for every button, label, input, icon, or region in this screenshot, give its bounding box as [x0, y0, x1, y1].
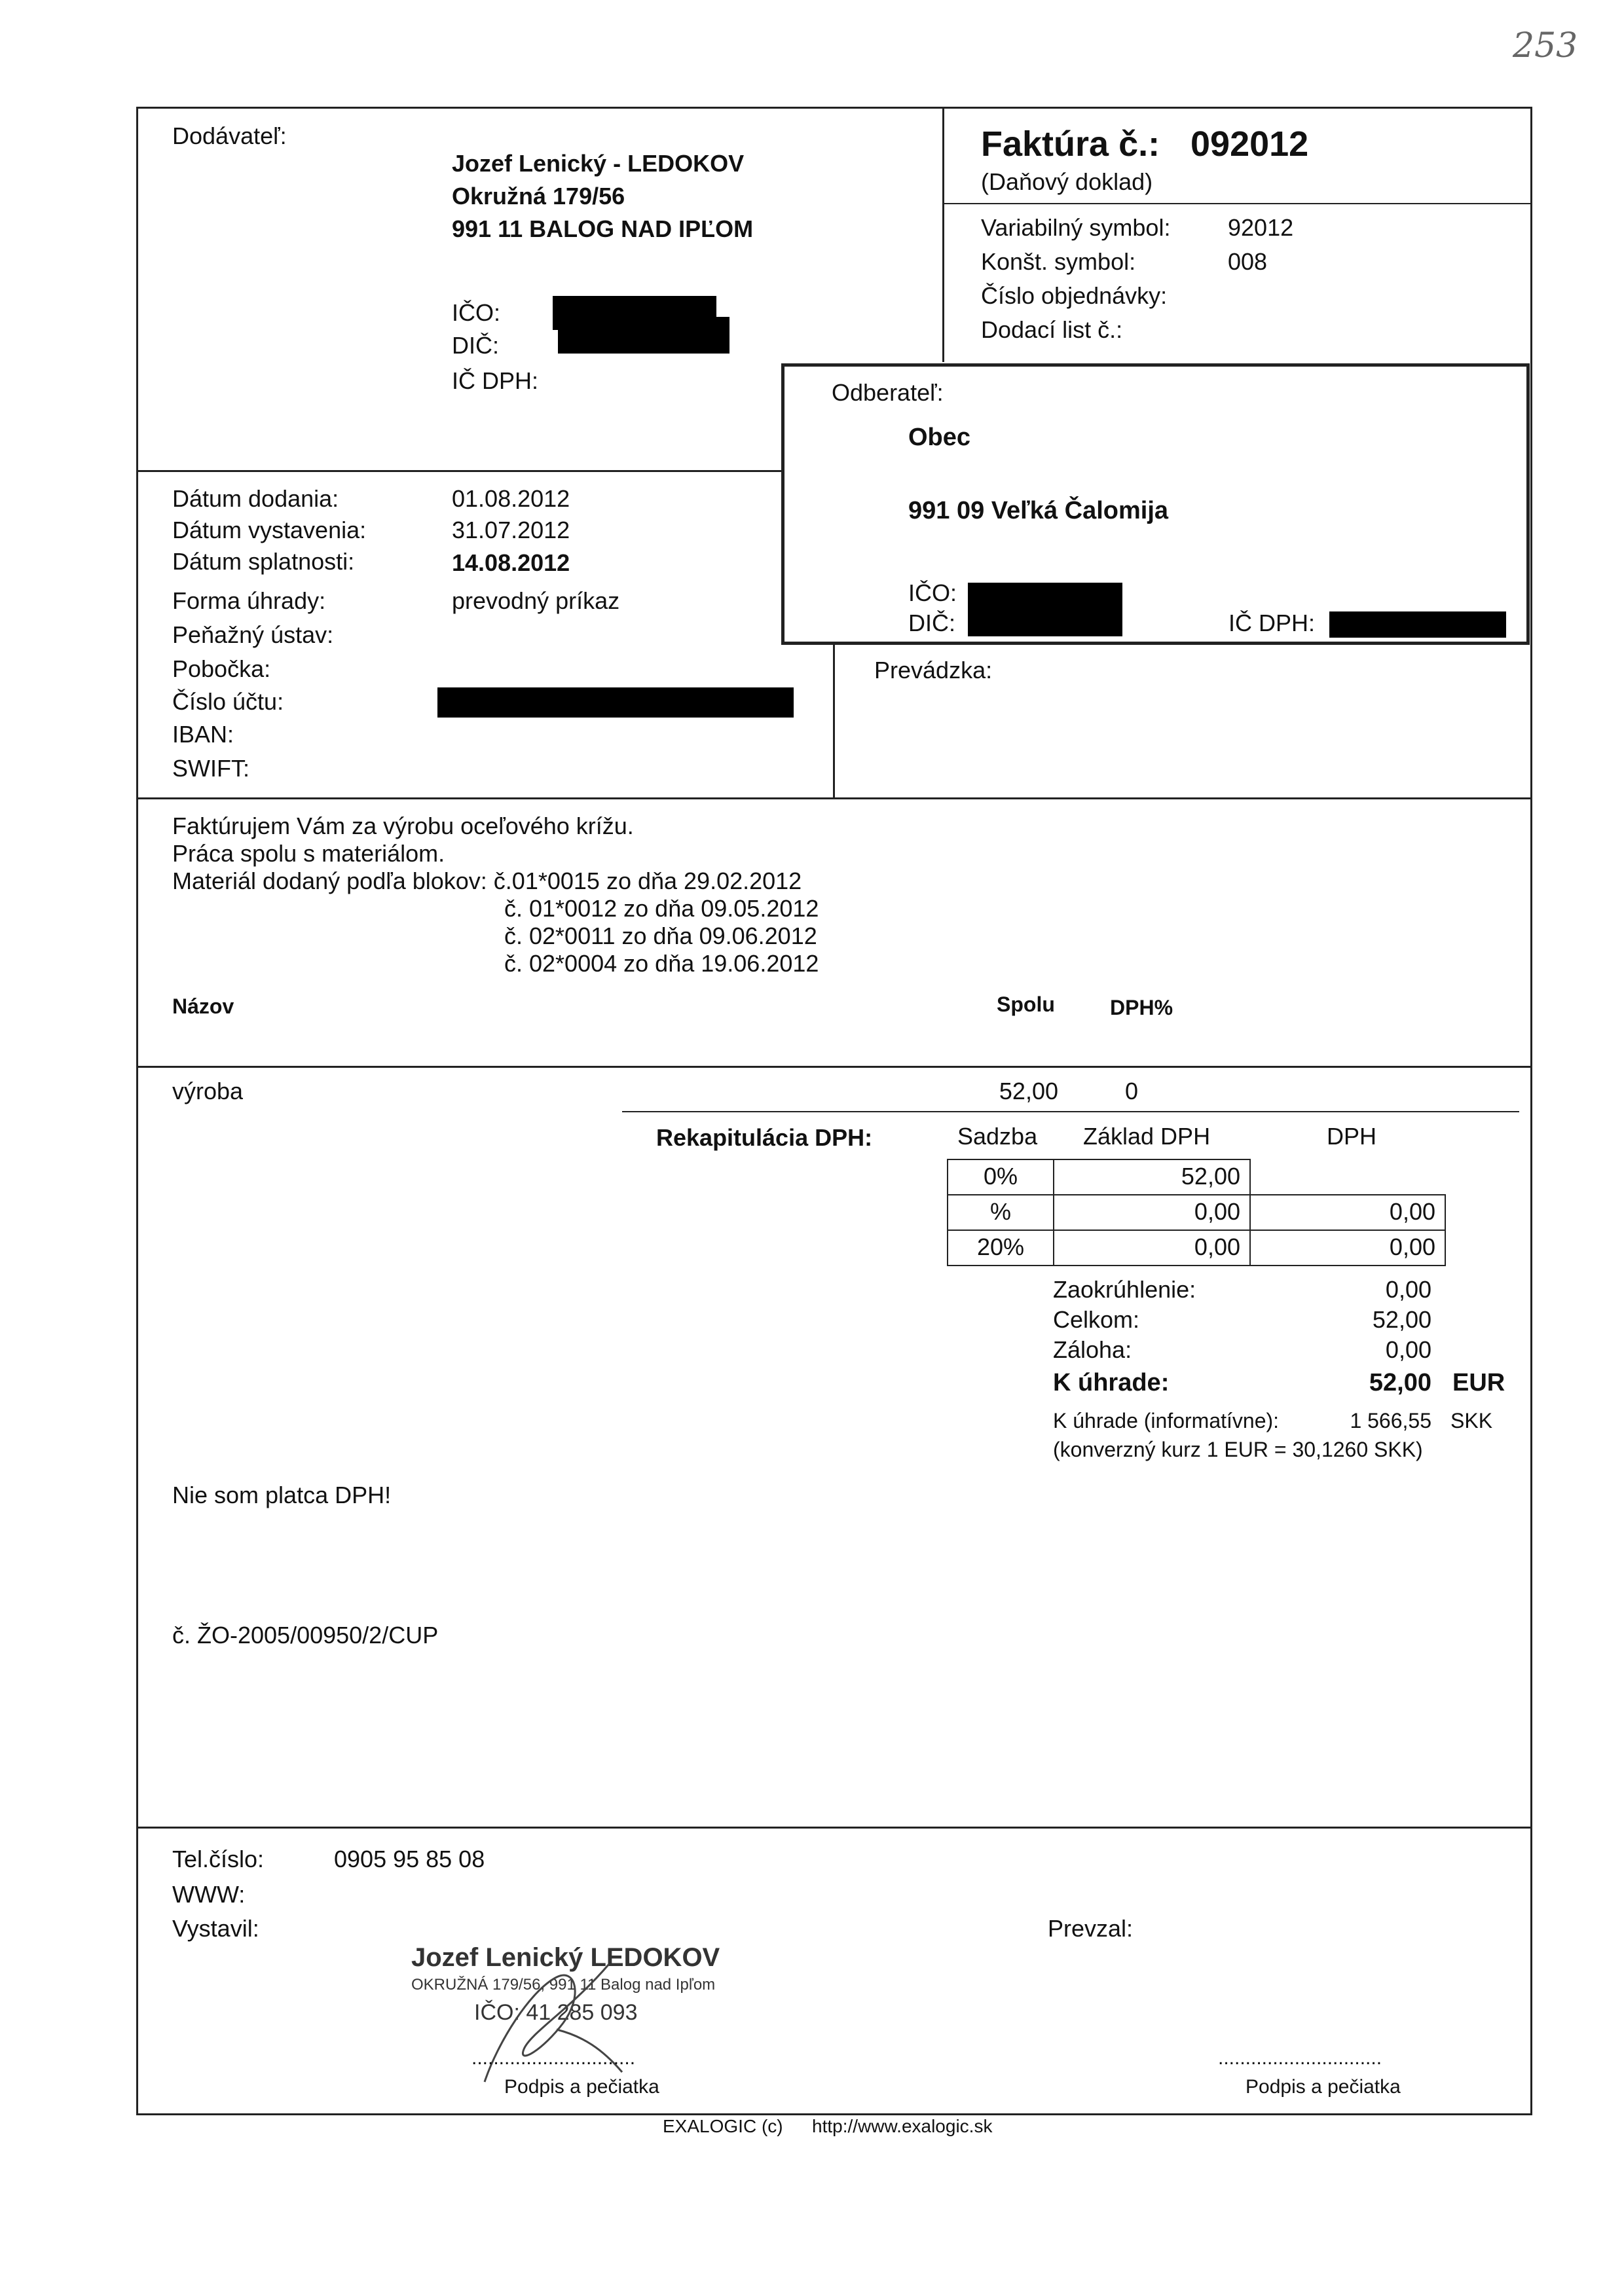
recap-col-vat: DPH	[1327, 1123, 1377, 1150]
stamp-ico: IČO: 41 285 093	[474, 2000, 638, 2025]
header-bottom-line	[136, 797, 1532, 799]
advance-label: Záloha:	[1053, 1336, 1132, 1363]
received-by-label: Prevzal:	[1048, 1915, 1134, 1942]
due-date: 14.08.2012	[452, 549, 570, 576]
recap-rate-cell: 20%	[947, 1230, 1054, 1266]
description-line-4: č. 01*0012 zo dňa 09.05.2012	[504, 895, 819, 922]
header-divider	[942, 107, 944, 362]
amount-due-currency: EUR	[1452, 1369, 1505, 1396]
signature-label-right: Podpis a pečiatka	[1246, 2076, 1401, 2098]
handwritten-note: 253	[1513, 26, 1578, 65]
informative-label: K úhrade (informatívne):	[1053, 1409, 1280, 1432]
rounding-value: 0,00	[1385, 1276, 1431, 1303]
recap-base-cell: 0,00	[1053, 1230, 1251, 1266]
supplier-dic-label: DIČ:	[452, 332, 499, 359]
customer-ico-label: IČO:	[908, 579, 957, 606]
constant-symbol-label: Konšt. symbol:	[981, 248, 1136, 275]
branch-label: Pobočka:	[172, 655, 271, 682]
variable-symbol-label: Variabilný symbol:	[981, 214, 1171, 241]
bank-label: Peňažný ústav:	[172, 621, 334, 648]
items-header-vat: DPH%	[1110, 996, 1173, 1019]
informative-currency: SKK	[1450, 1409, 1493, 1432]
issue-date-label: Dátum vystavenia:	[172, 517, 367, 543]
customer-city: 991 09 Veľká Čalomija	[908, 497, 1169, 524]
description-line-6: č. 02*0004 zo dňa 19.06.2012	[504, 950, 819, 977]
swift-label: SWIFT:	[172, 755, 249, 782]
recap-base-cell: 0,00	[1053, 1194, 1251, 1231]
delivery-note-label: Dodací list č.:	[981, 316, 1123, 343]
recap-rate-cell: 0%	[947, 1159, 1054, 1195]
description-line-1: Faktúrujem Vám za výrobu oceľového krížu.	[172, 812, 634, 839]
account-redaction	[437, 687, 794, 718]
recap-rate-cell: %	[947, 1194, 1054, 1231]
description-line-3: Materiál dodaný podľa blokov: č.01*0015 zo dňa 29.02.2012	[172, 867, 802, 894]
supplier-bottom-line	[136, 470, 784, 472]
supplier-city: 991 11 BALOG NAD IPĽOM	[452, 215, 754, 242]
payment-form-label: Forma úhrady:	[172, 587, 326, 614]
vat-payer-note: Nie som platca DPH!	[172, 1482, 392, 1508]
supplier-ico-label: IČO:	[452, 299, 501, 326]
registration-number: č. ŽO-2005/00950/2/CUP	[172, 1622, 439, 1649]
conversion-rate-note: (konverzný kurz 1 EUR = 30,1260 SKK)	[1053, 1438, 1423, 1461]
customer-label: Odberateľ:	[832, 379, 944, 406]
prevadzka-divider	[833, 642, 835, 799]
recap-vat-cell: 0,00	[1249, 1194, 1446, 1231]
customer-ico-redaction	[968, 583, 1122, 636]
recap-col-base: Základ DPH	[1083, 1123, 1211, 1150]
rounding-label: Zaokrúhlenie:	[1053, 1276, 1196, 1303]
customer-icdph-redaction	[1329, 611, 1506, 638]
supplier-street: Okružná 179/56	[452, 183, 625, 210]
total-value: 52,00	[1372, 1306, 1431, 1333]
stamp-address: OKRUŽNÁ 179/56, 991 11 Balog nad Ipľom	[411, 1976, 716, 1994]
vendor-credit: EXALOGIC (c)	[663, 2116, 783, 2136]
item-total: 52,00	[999, 1078, 1058, 1104]
order-number-label: Číslo objednávky:	[981, 282, 1168, 309]
delivery-date-label: Dátum dodania:	[172, 485, 339, 512]
items-top-line	[136, 1066, 1532, 1068]
issued-by-label: Vystavil:	[172, 1915, 259, 1942]
stamp-name: Jozef Lenický LEDOKOV	[411, 1943, 720, 1972]
account-label: Číslo účtu:	[172, 688, 284, 715]
phone-label: Tel.číslo:	[172, 1846, 265, 1872]
recap-title: Rekapitulácia DPH:	[656, 1124, 873, 1151]
www-label: WWW:	[172, 1881, 246, 1908]
amount-due-value: 52,00	[1369, 1369, 1431, 1396]
signature-dots-left: ..............................	[471, 2047, 636, 2069]
vendor-url[interactable]: http://www.exalogic.sk	[812, 2116, 993, 2136]
recap-base-cell: 52,00	[1053, 1159, 1251, 1195]
invoice-title-underline	[942, 203, 1532, 204]
informative-value: 1 566,55	[1350, 1409, 1431, 1432]
constant-symbol: 008	[1228, 248, 1268, 275]
customer-icdph-label: IČ DPH:	[1228, 610, 1316, 636]
delivery-date: 01.08.2012	[452, 485, 570, 512]
customer-dic-label: DIČ:	[908, 610, 955, 636]
supplier-name: Jozef Lenický - LEDOKOV	[452, 150, 745, 177]
description-line-2: Práca spolu s materiálom.	[172, 840, 445, 867]
phone-number: 0905 95 85 08	[334, 1846, 485, 1872]
supplier-icdph-label: IČ DPH:	[452, 367, 539, 394]
signature-label-left: Podpis a pečiatka	[504, 2076, 659, 2098]
total-label: Celkom:	[1053, 1306, 1140, 1333]
recap-col-rate: Sadzba	[957, 1123, 1038, 1150]
description-line-5: č. 02*0011 zo dňa 09.06.2012	[504, 922, 817, 949]
advance-value: 0,00	[1385, 1336, 1431, 1363]
variable-symbol: 92012	[1228, 214, 1294, 241]
items-header-total: Spolu	[997, 993, 1055, 1016]
issue-date: 31.07.2012	[452, 517, 570, 543]
payment-form: prevodný príkaz	[452, 587, 620, 614]
invoice-number: 092012	[1190, 124, 1309, 164]
signature-dots-right: ..............................	[1218, 2047, 1382, 2069]
items-row-line	[622, 1111, 1519, 1112]
footer-top-line	[136, 1827, 1532, 1829]
due-date-label: Dátum splatnosti:	[172, 548, 355, 575]
customer-name: Obec	[908, 424, 971, 451]
invoice-title: Faktúra č.:	[981, 124, 1160, 164]
supplier-dic-redaction	[558, 317, 729, 354]
invoice-subtitle: (Daňový doklad)	[981, 168, 1153, 195]
item-vat: 0	[1125, 1078, 1139, 1104]
amount-due-label: K úhrade:	[1053, 1369, 1170, 1396]
items-header-name: Názov	[172, 994, 234, 1018]
recap-vat-cell: 0,00	[1249, 1230, 1446, 1266]
iban-label: IBAN:	[172, 721, 234, 748]
prevadzka-label: Prevádzka:	[874, 657, 993, 683]
item-name: výroba	[172, 1078, 244, 1104]
supplier-label: Dodávateľ:	[172, 122, 287, 149]
